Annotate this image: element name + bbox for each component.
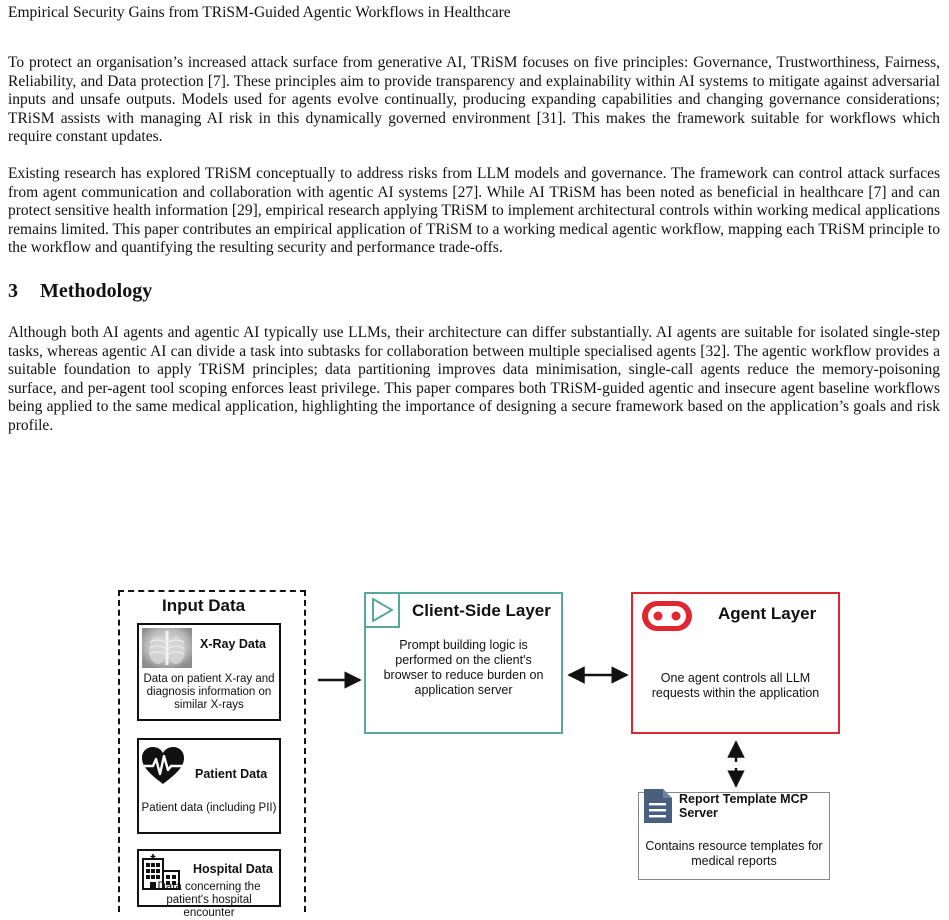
client-side-layer-title: Client-Side Layer: [412, 601, 551, 620]
xray-data-title: X-Ray Data: [200, 637, 266, 651]
methodology-paragraph: Although both AI agents and agentic AI typically use LLMs, their architecture can differ substantially. AI agents are suitable for isolated single-step tasks, whereas agentic AI can divide a task into subtasks for collaboration between multiple specialised agents [32]. The agentic workflow provides a suitable foundation to apply TRiSM principles; data partitioning improves data minimisation, single-call agents reduce the memory-poisoning surface, and per-agent tool scoping enforces least privilege. This paper compares both TRiSM-guided agentic and insecure agent baseline workflows being applied to the same medical application, highlighting the importance of designing a secure framework based on the application’s goals and risk profile.: [8, 324, 940, 434]
agent-layer-title: Agent Layer: [718, 604, 817, 623]
hospital-data-text: Data concerning the patient's hospital encounter: [157, 881, 261, 919]
patient-data-text: Patient data (including PII): [141, 802, 277, 814]
section-number: 3: [8, 280, 18, 302]
hospital-data-title: Hospital Data: [193, 862, 273, 876]
agent-layer-text: One agent controls all LLM requests within the application: [651, 671, 820, 700]
section-title: Methodology: [40, 280, 153, 302]
input-data-title: Input Data: [162, 596, 246, 615]
client-side-layer-text: Prompt building logic is performed on the client's browser to reduce burden on application server: [383, 638, 544, 697]
patient-data-title: Patient Data: [195, 767, 268, 781]
paragraph-2: Existing research has explored TRiSM conceptually to address risks from LLM models and governance. The framework can control attack surfaces from agent communication and collaboration with agentic AI systems [27]. While AI TRiSM has been noted as beneficial in healthcare [7] and can protect sensitive health information [29], empirical research applying TRiSM to implement architectural controls within working medical applications remains limited. This paper contributes an empirical application of TRiSM to a working medical agentic workflow, mapping each TRiSM principle to the workflow and quantifying the resulting security and performance trade-offs.: [8, 165, 940, 257]
mcp-server-title: Report Template MCP Server: [679, 792, 808, 820]
mcp-server-text: Contains resource templates for medical reports: [645, 839, 823, 868]
xray-data-text: Data on patient X-ray and diagnosis information on similar X-rays: [143, 673, 275, 711]
running-head: Empirical Security Gains from TRiSM-Guided Agentic Workflows in Healthcare: [8, 4, 511, 21]
paragraph-1: To protect an organisation’s increased attack surface from generative AI, TRiSM focuses on five principles: Governance, Trustworthiness, Fairness, Reliability, and Data protection [7]. These principles aim to provide transparency and explainability within AI systems to mitigate against adversarial inputs and unsafe outputs. Models used for agents evolve continually, producing expanding capabilities and changing governance considerations; TRiSM assists with managing AI risk in this dynamically governed environment [31]. This makes the framework suitable for workflows which require constant updates.: [8, 54, 940, 146]
